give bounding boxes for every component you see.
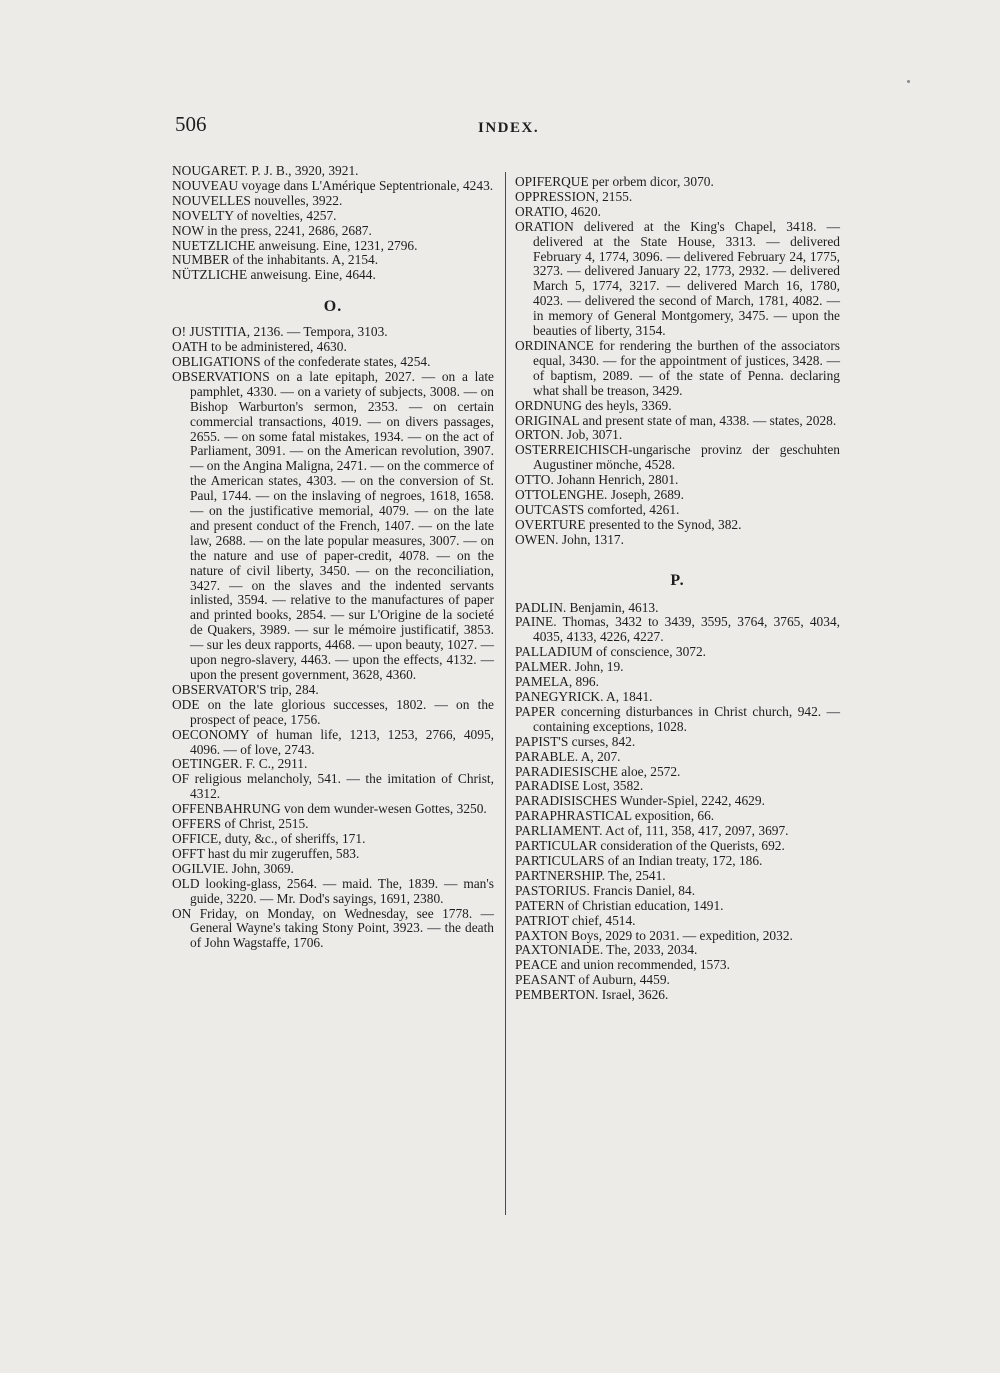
index-entry: PEASANT of Auburn, 4459. — [515, 972, 670, 988]
column-divider — [505, 172, 506, 1215]
index-entry: OVERTURE presented to the Synod, 382. — [515, 516, 742, 532]
index-entry: ORIGINAL and present state of man, 4338. — states, 2028. — [515, 412, 837, 428]
index-entry: OFFERS of Christ, 2515. — [172, 816, 309, 832]
index-entry: ORDNUNG des heyls, 3369. — [515, 397, 672, 413]
index-entry: NOW in the press, 2241, 2686, 2687. — [172, 222, 372, 238]
index-entry: NUETZLICHE anweisung. Eine, 1231, 2796. — [172, 237, 418, 253]
index-entry: PARABLE. A, 207. — [515, 748, 621, 764]
index-entry: PARTNERSHIP. The, 2541. — [515, 867, 666, 883]
index-entry: PEACE and union recommended, 1573. — [515, 957, 730, 973]
index-entry: NOUVEAU voyage dans L'Amérique Septentrionale, 4243. — [172, 177, 494, 193]
index-entry: PAPIST'S curses, 842. — [515, 733, 636, 749]
index-entry: OF religious melancholy, 541. — the imitation of Christ, 4312. — [172, 771, 494, 802]
index-entry: NOVELTY of novelties, 4257. — [172, 207, 337, 223]
index-entry: PARTICULAR consideration of the Querists, 692. — [515, 838, 785, 854]
running-head: INDEX. — [478, 120, 540, 136]
index-entry: OATH to be administered, 4630. — [172, 339, 347, 355]
index-entry: PARTICULARS of an Indian treaty, 172, 186. — [515, 852, 763, 868]
index-entry: OBSERVATIONS on a late epitaph, 2027. — on a late pamphlet, 4330. — on a variety of subjects, 3008. — on Bishop Warburton's sermon, 2353. — on certain commercial transactions, 4019. — on divers passages, 2655. — on some fatal mistakes, 1934. — on the act of Parliament, 3091. — on the American revolution, 3907. — on the Angina Maligna, 2471. — on the commerce of the American states, 4303. — on the conversion of St. Paul, 1744. — on the inslaving of negroes, 1618, 1658. — on the justificative memorial, 4079. — on the late and present conduct of the French, 1407. — on the late law, 2688. — on the late popular measures, 3007. — on the nature and use of paper-credit, 4078. — on the nature of civil liberty, 3450. — on the reconciliation, 3427. — on the slaves and the indented servants inlisted, 3594. — relative to the manufactures of paper and printed books, 2854. — sur L'Origine de la societé de Quakers, 3989. — sur le mémoire justificatif, 3853. — sur les deux rapports, 4468. — upon beauty, 1027. — upon negro-slavery, 4463. — upon the effects, 4132. — upon the present government, 3628, 4360. — [172, 368, 494, 682]
index-entry: OUTCASTS comforted, 4261. — [515, 501, 680, 517]
index-entry: OBLIGATIONS of the confederate states, 4254. — [172, 353, 431, 369]
index-entry: OGILVIE. John, 3069. — [172, 860, 294, 876]
index-entry: PARADIESISCHE aloe, 2572. — [515, 763, 681, 779]
index-entry: PARAPHRASTICAL exposition, 66. — [515, 808, 715, 824]
index-entry: OSTERREICHISCH-ungarische provinz der geschuhten Augustiner mönche, 4528. — [515, 442, 840, 473]
index-entry: PANEGYRICK. A, 1841. — [515, 689, 653, 704]
index-entry: NOUGARET. P. J. B., 3920, 3921. — [172, 163, 359, 178]
left-column — [172, 164, 494, 951]
index-entry: OECONOMY of human life, 1213, 1253, 2766, 4095, 4096. — of love, 2743. — [172, 726, 494, 757]
index-entry: PAMELA, 896. — [515, 674, 599, 690]
index-entry: PARADISISCHES Wunder-Spiel, 2242, 4629. — [515, 793, 765, 809]
section-letter-p: P. — [670, 571, 685, 589]
index-entry: PASTORIUS. Francis Daniel, 84. — [515, 882, 696, 898]
paper-speck — [907, 80, 910, 83]
entries-before-o — [172, 164, 494, 283]
index-entry: NÜTZLICHE anweisung. Eine, 4644. — [172, 267, 376, 283]
index-entry: PAXTONIADE. The, 2033, 2034. — [515, 942, 698, 958]
entries-o — [172, 325, 494, 951]
index-entry: PEMBERTON. Israel, 3626. — [515, 987, 669, 1003]
index-entry: ON Friday, on Monday, on Wednesday, see 1778. — General Wayne's taking Stony Point, 3923. — the death of John Wagstaffe, 1706. — [172, 905, 494, 951]
index-entry: O! JUSTITIA, 2136. — Tempora, 3103. — [172, 324, 388, 340]
index-entry: OPPRESSION, 2155. — [515, 188, 633, 204]
index-entry: OETINGER. F. C., 2911. — [172, 756, 308, 772]
index-entry: ORTON. Job, 3071. — [515, 427, 623, 443]
right-column — [515, 175, 840, 1003]
page-number: 506 — [175, 112, 207, 136]
index-entry: OBSERVATOR'S trip, 284. — [172, 681, 319, 697]
index-entry: NUMBER of the inhabitants. A, 2154. — [172, 252, 379, 268]
index-entry: OPIFERQUE per orbem dicor, 3070. — [515, 174, 714, 189]
index-entry: OFFENBAHRUNG von dem wunder-wesen Gottes, 3250. — [172, 801, 487, 817]
index-entry: PALMER. John, 19. — [515, 659, 624, 675]
index-entry: PADLIN. Benjamin, 4613. — [515, 599, 659, 615]
index-entry: PATERN of Christian education, 1491. — [515, 897, 724, 913]
index-entry: OWEN. John, 1317. — [515, 531, 624, 547]
index-entry: OFFICE, duty, &c., of sheriffs, 171. — [172, 830, 366, 846]
index-entry: PAINE. Thomas, 3432 to 3439, 3595, 3764, 3765, 4034, 4035, 4133, 4226, 4227. — [515, 614, 840, 645]
index-entry: ORDINANCE for rendering the burthen of the associators equal, 3430. — for the appointment of justices, 3428. — of baptism, 2089. — of the state of Penna. declaring what shall be treason, 3429. — [515, 337, 840, 398]
index-entry: OLD looking-glass, 2564. — maid. The, 1839. — man's guide, 3220. — Mr. Dod's sayings, 1691, 2380. — [172, 875, 494, 906]
index-entry: ODE on the late glorious successes, 1802. — on the prospect of peace, 1756. — [172, 696, 494, 727]
index-entry: PALLADIUM of conscience, 3072. — [515, 644, 707, 660]
index-entry: ORATION delivered at the King's Chapel, 3418. — delivered at the State House, 3313. — delivered February 4, 1774, 3096. — delivered February 24, 1775, 3273. — delivered January 22, 1773, 2932. — delivered March 5, 1774, 3217. — delivered March 16, 1780, 4023. — delivered the second of March, 1781, 4082. — in memory of General Montgomery, 3475. — upon the beauties of liberty, 3154. — [515, 218, 840, 339]
section-letter-o: O. — [323, 298, 343, 316]
index-entry: PARADISE Lost, 3582. — [515, 778, 644, 794]
index-entry: PAPER concerning disturbances in Christ church, 942. — containing exceptions, 1028. — [515, 703, 840, 734]
index-entry: NOUVELLES nouvelles, 3922. — [172, 192, 343, 208]
index-entry: PARLIAMENT. Act of, 111, 358, 417, 2097, 3697. — [515, 823, 789, 839]
index-entry: PATRIOT chief, 4514. — [515, 912, 636, 928]
index-entry: OFFT hast du mir zugeruffen, 583. — [172, 845, 360, 861]
index-entry: OTTOLENGHE. Joseph, 2689. — [515, 487, 684, 503]
index-entry: PAXTON Boys, 2029 to 2031. — expedition, 2032. — [515, 927, 793, 943]
index-entry: OTTO. Johann Henrich, 2801. — [515, 472, 679, 488]
index-entry: ORATIO, 4620. — [515, 203, 601, 219]
entries-p — [515, 601, 840, 1003]
entries-o-continued — [515, 175, 840, 548]
